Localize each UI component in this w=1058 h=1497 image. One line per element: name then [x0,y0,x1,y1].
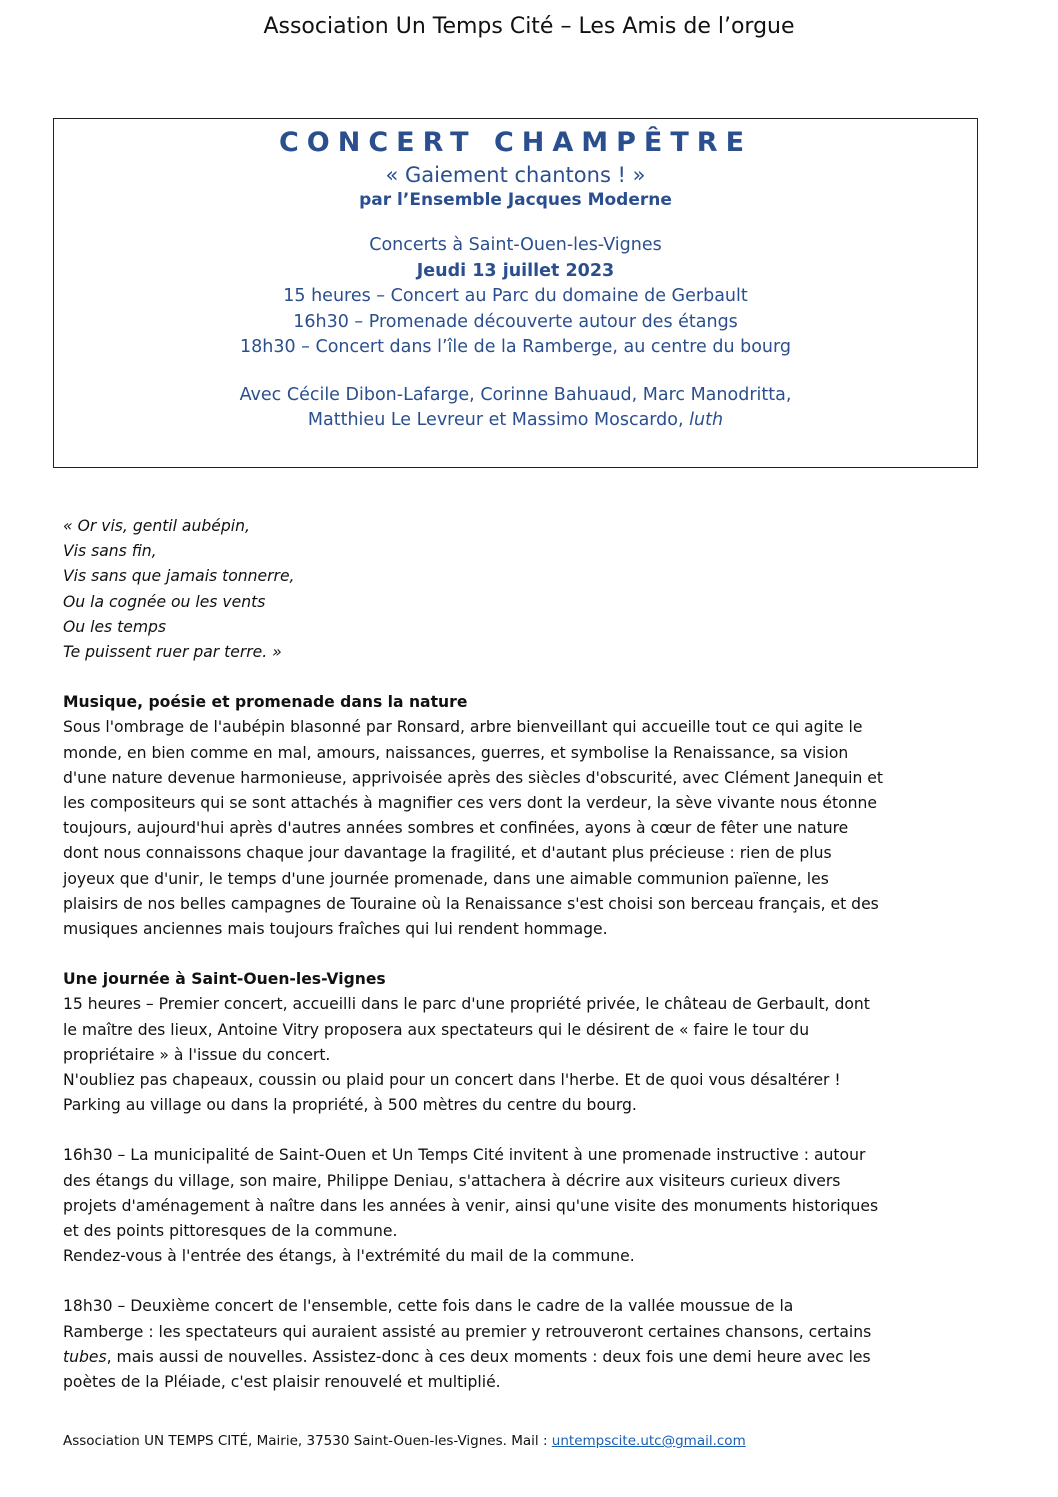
footer-text: Association UN TEMPS CITÉ, Mairie, 37530 Saint-Ouen-les-Vignes. Mail : [63,1433,552,1449]
poem-line: « Or vis, gentil aubépin, [63,517,250,535]
tubes-word: tubes [63,1347,107,1366]
body-line: monde, en bien comme en mal, amours, naissances, guerres, et symbolise la Renaissance, sa vision [63,743,849,762]
body-line [63,1345,983,1370]
body-line: dont nous connaissons chaque jour davantage la fragilité, et d'autant plus précieuse : rien de plus [63,844,832,863]
body-line-rest: , mais aussi de nouvelles. Assistez-donc à ces deux moments : deux fois une demi heure avec les [106,1347,871,1366]
body-line: Parking au village ou dans la propriété, à 500 mètres du centre du bourg. [63,1096,637,1115]
concert-date: Jeudi 13 juillet 2023 [416,260,615,281]
body-line: propriétaire » à l'issue du concert. [63,1045,331,1064]
poem [63,514,983,665]
instrument: luth [689,410,724,430]
body-line: d'une nature devenue harmonieuse, apprivoisée après des siècles d'obscurité, avec Clément Janequin et [63,768,884,787]
artists-line: Avec Cécile Dibon-Lafarge, Corinne Bahuaud, Marc Manodritta, [239,384,792,405]
body-line: Ramberge : les spectateurs qui auraient assisté au premier y retrouveront certaines chansons, certains [63,1322,872,1341]
concert-subtitle: « Gaiement chantons ! » [385,163,646,187]
artists-line [54,408,977,434]
section-heading: Une journée à Saint-Ouen-les-Vignes [63,970,386,989]
concert-place: Concerts à Saint-Ouen-les-Vignes [369,235,662,255]
artists-line-text: Matthieu Le Levreur et Massimo Moscardo, [307,410,684,430]
concert-title: CONCERT CHAMPÊTRE [278,127,753,158]
body-line: N'oubliez pas chapeaux, coussin ou plaid pour un concert dans l'herbe. Et de quoi vous désaltérer ! [63,1071,841,1090]
poem-line: Ou la cognée ou les vents [63,592,266,611]
schedule-item: 15 heures – Concert au Parc du domaine de Gerbault [283,286,748,306]
body-line: Rendez-vous à l'entrée des étangs, à l'extrémité du mail de la commune. [63,1247,635,1266]
body-line: le maître des lieux, Antoine Vitry proposera aux spectateurs qui le désirent de « faire le tour du [63,1020,810,1039]
association-title: Association Un Temps Cité – Les Amis de l’orgue [263,14,795,39]
poem-line: Ou les temps [63,617,167,636]
body-line: et des points pittoresques de la commune. [63,1222,398,1241]
body-line: 16h30 – La municipalité de Saint-Ouen et Un Temps Cité invitent à une promenade instructive : autour [63,1146,866,1165]
body-line: Sous l'ombrage de l'aubépin blasonné par Ronsard, arbre bienveillant qui accueille tout ce qui agite le [63,718,863,737]
concert-info-box [53,118,978,468]
body-line: 15 heures – Premier concert, accueilli dans le parc d'une propriété privée, le château de Gerbault, dont [63,995,870,1014]
main-content [63,514,983,1395]
ensemble-byline: par l’Ensemble Jacques Moderne [359,190,672,210]
body-line: plaisirs de nos belles campagnes de Touraine où la Renaissance s'est choisi son berceau français, et des [63,894,879,913]
body-line: les compositeurs qui se sont attachés à magnifier ces vers dont la verdeur, la sève vivante nous étonne [63,794,877,813]
footer [63,1433,746,1449]
body-line: 18h30 – Deuxième concert de l'ensemble, cette fois dans le cadre de la vallée moussue de la [63,1297,794,1316]
poem-line: Vis sans que jamais tonnerre, [63,567,295,586]
body-line: toujours, aujourd'hui après d'autres années sombres et confinées, ayons à cœur de fêter une nature [63,819,849,838]
section-heading: Musique, poésie et promenade dans la nature [63,693,468,712]
schedule-item: 18h30 – Concert dans l’île de la Ramberge, au centre du bourg [239,337,792,357]
email-link[interactable]: untempscite.utc@gmail.com [551,1433,746,1449]
schedule-item: 16h30 – Promenade découverte autour des étangs [293,311,738,332]
poem-line: Vis sans fin, [63,542,157,561]
body-line: joyeux que d'unir, le temps d'une journée promenade, dans une aimable communion païenne, les [63,869,829,888]
poem-line: Te puissent ruer par terre. » [63,643,282,662]
body-line: poètes de la Pléiade, c'est plaisir renouvelé et multiplié. [63,1373,501,1392]
body-line: projets d'aménagement à naître dans les années à venir, ainsi qu'une visite des monuments historiques [63,1196,879,1215]
body-line: musiques anciennes mais toujours fraîches qui lui rendent hommage. [63,920,608,939]
body-line: des étangs du village, son maire, Philippe Deniau, s'attachera à décrire aux visiteurs curieux divers [63,1171,841,1190]
